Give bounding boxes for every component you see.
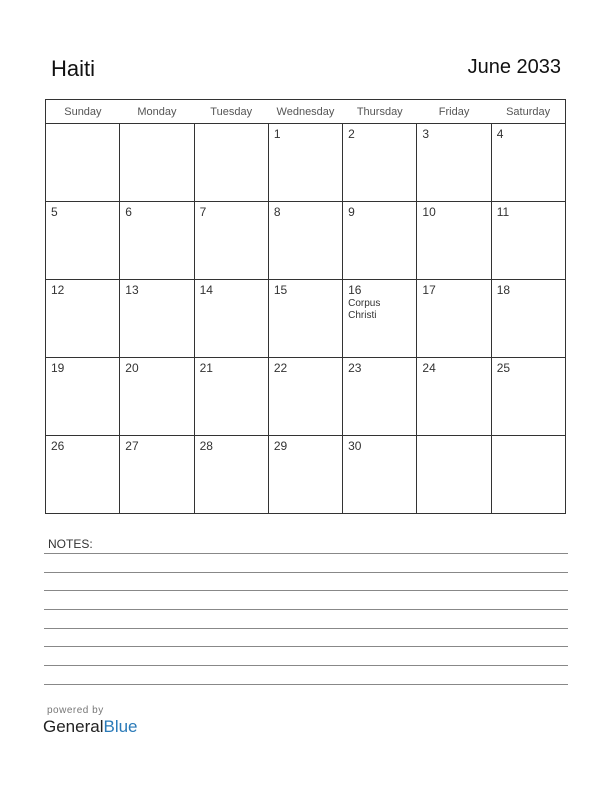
day-cell-content: [492, 124, 565, 144]
day-number: 13: [125, 283, 139, 297]
day-cell-content: [417, 280, 490, 300]
note-line: [44, 609, 568, 610]
note-line: [44, 684, 568, 685]
day-cell-content: [269, 280, 342, 300]
day-cell-content: [492, 280, 565, 300]
note-line: [44, 665, 568, 666]
brand-name-general: General: [43, 717, 104, 736]
day-number: 6: [125, 205, 132, 219]
day-cell-content: [120, 358, 193, 378]
calendar-day-cell: [268, 124, 342, 202]
calendar-day-cell: [120, 436, 194, 514]
day-number: 4: [496, 127, 504, 141]
calendar-day-cell: [417, 124, 491, 202]
weekday-saturday: Saturday: [491, 100, 565, 124]
day-number: 21: [199, 361, 213, 375]
day-number: 8: [273, 205, 281, 219]
brand-name-blue: Blue: [103, 717, 138, 736]
day-cell-content: [269, 358, 342, 378]
note-line: [44, 628, 568, 629]
day-number: 16: [348, 283, 362, 297]
day-number: 3: [422, 127, 430, 141]
calendar-day-cell: [46, 124, 120, 202]
day-cell-content: [343, 280, 416, 325]
day-cell-content: [120, 436, 193, 456]
day-number: 15: [273, 283, 288, 297]
calendar-day-cell: [268, 358, 342, 436]
calendar-day-cell: [417, 358, 491, 436]
day-cell-content: [492, 202, 565, 222]
day-number: 27: [125, 439, 139, 453]
calendar-day-cell: [120, 280, 194, 358]
weekday-friday: Friday: [417, 100, 491, 124]
calendar-week-row: [46, 124, 566, 202]
day-cell-content: [492, 358, 565, 378]
day-cell-content: [343, 202, 416, 222]
day-cell-content: [417, 436, 490, 442]
calendar-day-cell: [491, 280, 565, 358]
calendar-day-cell: [491, 202, 565, 280]
note-line: [44, 590, 568, 591]
calendar-day-cell: [46, 436, 120, 514]
day-number: 20: [125, 361, 139, 375]
day-cell-content: [120, 280, 193, 300]
weekday-thursday: Thursday: [343, 100, 417, 124]
calendar-day-cell: [120, 124, 194, 202]
month-title: June 2033: [467, 56, 561, 78]
day-cell-content: [46, 202, 119, 222]
notes-label: NOTES:: [48, 537, 93, 551]
note-line: [44, 553, 568, 554]
calendar-day-cell: [46, 280, 120, 358]
day-cell-content: [492, 436, 565, 442]
calendar-day-cell: [268, 436, 342, 514]
day-cell-content: [417, 202, 490, 222]
calendar-day-cell: [46, 358, 120, 436]
day-number: 9: [348, 205, 355, 219]
weekday-sunday: Sunday: [46, 100, 120, 124]
day-cell-content: [269, 124, 342, 144]
calendar-day-cell: [194, 358, 268, 436]
calendar-week-row: [46, 436, 566, 514]
day-cell-content: [343, 124, 416, 144]
note-line: [44, 572, 568, 573]
day-number: 28: [199, 439, 213, 453]
calendar-day-cell: [343, 202, 417, 280]
calendar-body: [46, 124, 566, 514]
day-cell-content: [343, 436, 416, 456]
day-cell-content: [269, 202, 342, 222]
day-cell-content: [46, 280, 119, 300]
day-number: 2: [348, 127, 355, 141]
day-cell-content: [195, 358, 268, 378]
day-number: 29: [273, 439, 288, 453]
calendar-day-cell: [268, 202, 342, 280]
calendar-day-cell: [268, 280, 342, 358]
day-number: 11: [496, 205, 510, 219]
weekday-monday: Monday: [120, 100, 194, 124]
day-cell-content: [46, 124, 119, 130]
day-number: 23: [348, 361, 362, 375]
calendar-day-cell: [46, 202, 120, 280]
day-number: 24: [422, 361, 436, 375]
day-number: 10: [422, 205, 436, 219]
day-number: 5: [51, 205, 58, 219]
day-number: 19: [51, 361, 65, 375]
calendar-day-cell: [120, 358, 194, 436]
calendar-day-cell: [417, 280, 491, 358]
calendar-week-row: [46, 280, 566, 358]
holiday-label: Corpus Christi: [348, 298, 381, 321]
day-cell-content: [417, 124, 490, 144]
day-number: 12: [51, 283, 65, 297]
calendar-day-cell: [343, 358, 417, 436]
day-number: 30: [348, 439, 362, 453]
calendar-week-row: [46, 358, 566, 436]
weekday-wednesday: Wednesday: [268, 100, 342, 124]
calendar-day-cell: [194, 124, 268, 202]
day-cell-content: [46, 436, 119, 456]
calendar-day-cell: [120, 202, 194, 280]
day-number: 26: [51, 439, 65, 453]
calendar-day-cell: [417, 202, 491, 280]
day-number: 1: [273, 127, 281, 141]
day-number: 18: [496, 283, 511, 297]
calendar-day-cell: [343, 280, 417, 358]
brand-logo: [43, 717, 138, 737]
day-number: 7: [199, 205, 207, 219]
calendar-day-cell: [343, 436, 417, 514]
day-cell-content: [417, 358, 490, 378]
day-number: 25: [496, 361, 511, 375]
calendar-day-cell: [194, 280, 268, 358]
powered-by-text: powered by: [47, 705, 104, 716]
day-cell-content: [120, 124, 193, 130]
calendar-grid: [45, 99, 566, 514]
calendar-day-cell: [491, 124, 565, 202]
calendar-week-row: [46, 202, 566, 280]
day-cell-content: [120, 202, 193, 222]
day-cell-content: [269, 436, 342, 456]
calendar-day-cell: [491, 436, 565, 514]
calendar-day-cell: [343, 124, 417, 202]
weekday-tuesday: Tuesday: [194, 100, 268, 124]
day-number: 14: [199, 283, 213, 297]
day-number: 22: [273, 361, 288, 375]
country-title: Haiti: [51, 56, 96, 81]
day-cell-content: [46, 358, 119, 378]
note-line: [44, 646, 568, 647]
day-number: 17: [422, 283, 436, 297]
day-cell-content: [195, 436, 268, 456]
day-cell-content: [195, 124, 268, 130]
calendar-day-cell: [491, 358, 565, 436]
weekday-header-row: [46, 100, 566, 124]
day-cell-content: [195, 280, 268, 300]
day-cell-content: [195, 202, 268, 222]
calendar-day-cell: [417, 436, 491, 514]
calendar-day-cell: [194, 436, 268, 514]
day-cell-content: [343, 358, 416, 378]
calendar-day-cell: [194, 202, 268, 280]
